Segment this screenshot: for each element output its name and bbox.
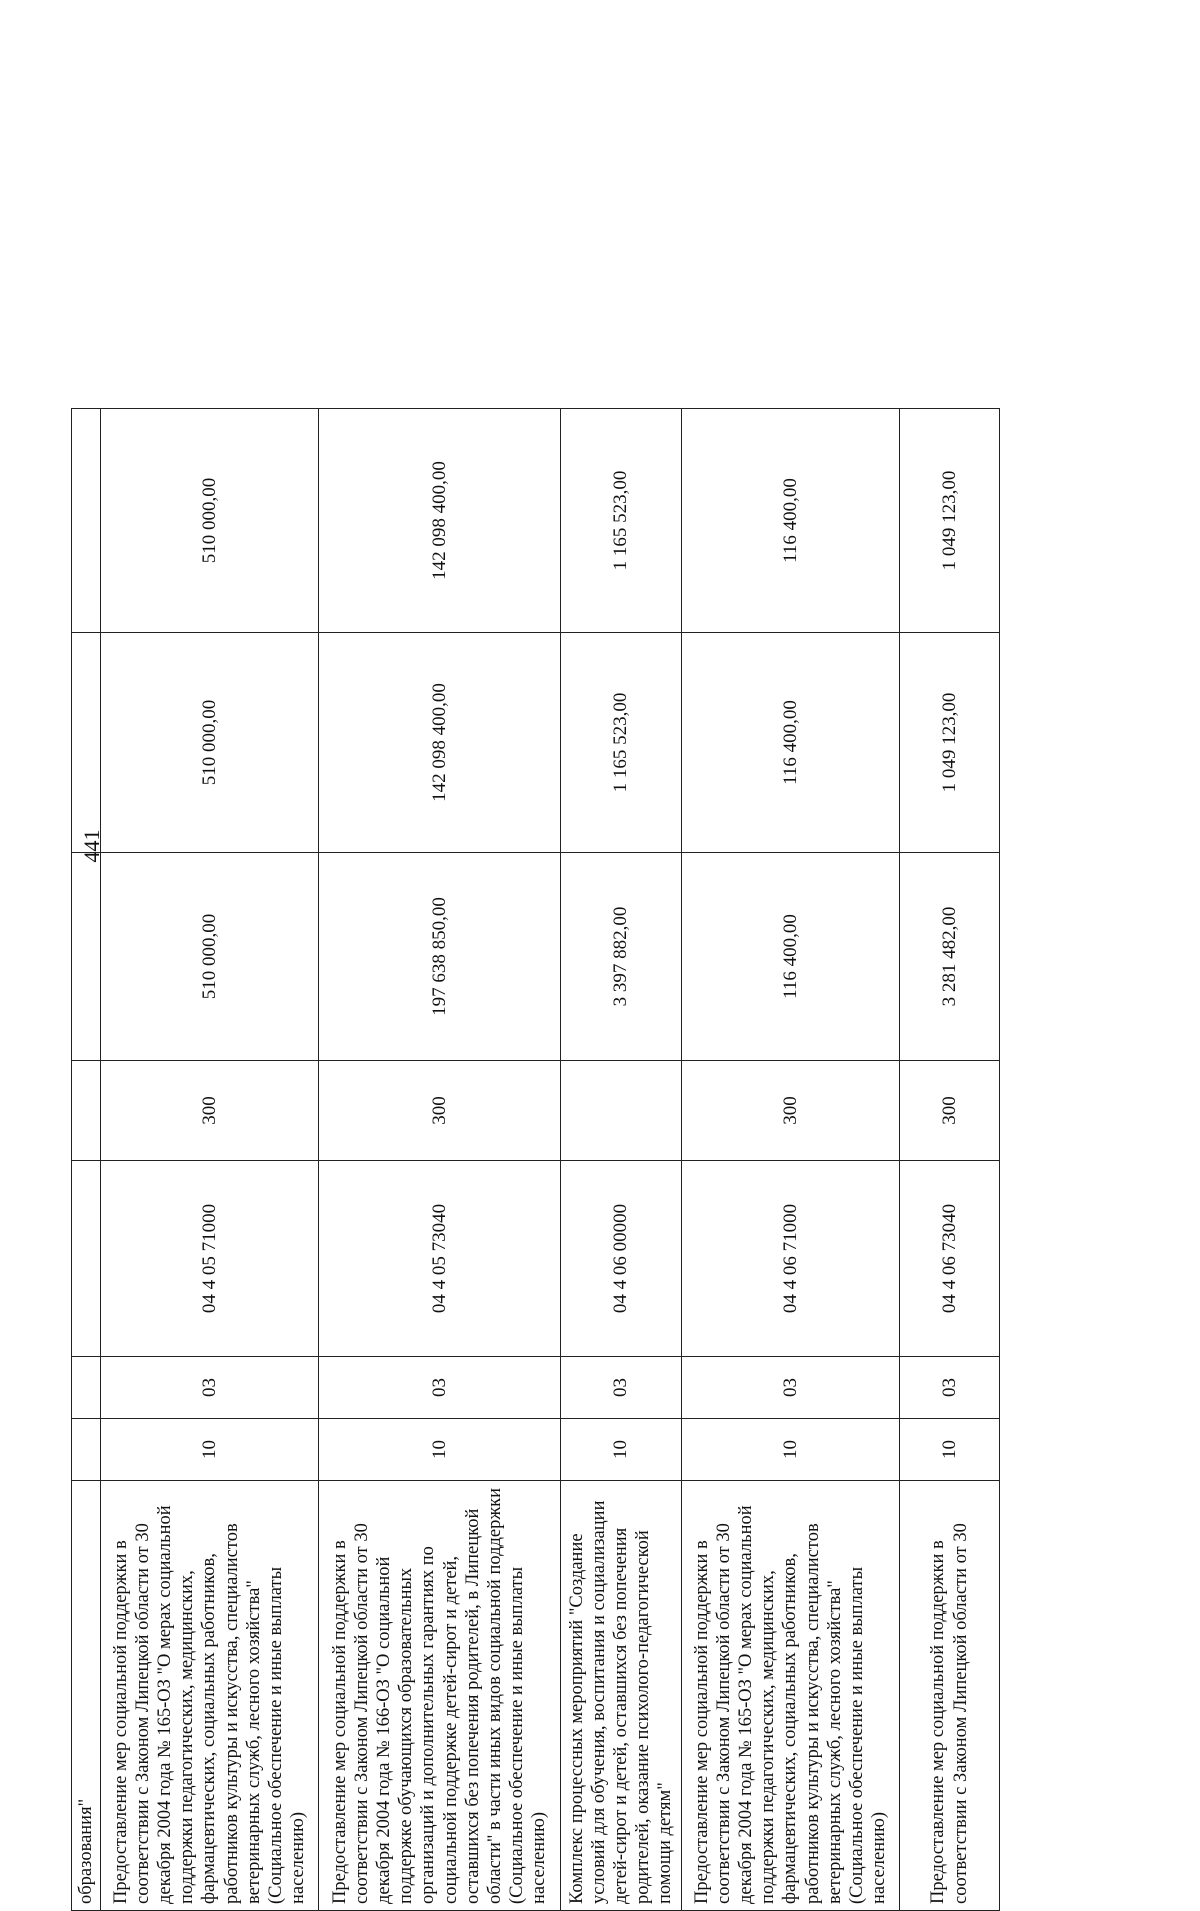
cell-amount-3: 1 049 123,00 [900, 409, 1000, 633]
cell-amount-1: 510 000,00 [101, 853, 319, 1061]
cell-amount-3: 116 400,00 [682, 409, 900, 633]
page-number: 441 [79, 829, 104, 863]
table-row [561, 409, 682, 1911]
cell-expense-type: 300 [682, 1061, 900, 1161]
table-row [101, 409, 319, 1911]
table-row [319, 409, 561, 1911]
cell-amount-2: 116 400,00 [682, 633, 900, 853]
cell-amount-1: 197 638 850,00 [319, 853, 561, 1061]
budget-table-rotated [71, 409, 999, 1911]
cell-description: Предоставление мер социальной поддержки в соответствии с Законом Липецкой области от 30 декабря 2004 года № 165-ОЗ "О мерах социальной поддержки педагогических, медицинских, фармацевтических, социальных работников, работников культуры и искусства, специалистов ветеринарных служб, лесного хозяйства" (Социальное обеспечение и иные выплаты населению) [101, 1481, 319, 1911]
cell-amount-3: 142 098 400,00 [319, 409, 561, 633]
budget-table [71, 408, 1000, 1911]
table-row [682, 409, 900, 1911]
cell-description: Комплекс процессных мероприятий "Создание условий для обучения, воспитания и социализации детей-сирот и детей, оставшихся без попечения родителей, оказание психолого-педагогической помощи детям" [561, 1481, 682, 1911]
cell-amount-2: 1 049 123,00 [900, 633, 1000, 853]
cell-section [72, 1419, 101, 1481]
cell-subsection: 03 [900, 1357, 1000, 1419]
cell-subsection: 03 [101, 1357, 319, 1419]
cell-target-code: 04 4 06 73040 [900, 1161, 1000, 1357]
cell-target-code [72, 1161, 101, 1357]
cell-amount-1: 3 281 482,00 [900, 853, 1000, 1061]
table-row-continuation [72, 409, 101, 1911]
cell-subsection: 03 [682, 1357, 900, 1419]
cell-section: 10 [900, 1419, 1000, 1481]
cell-expense-type: 300 [101, 1061, 319, 1161]
cell-subsection: 03 [319, 1357, 561, 1419]
cell-description: Предоставление мер социальной поддержки в соответствии с Законом Липецкой области от 30 декабря 2004 года № 165-ОЗ "О мерах социальной поддержки педагогических, медицинских, фармацевтических, социальных работников, работников культуры и искусства, специалистов ветеринарных служб, лесного хозяйства" (Социальное обеспечение и иные выплаты населению) [682, 1481, 900, 1911]
cell-section: 10 [101, 1419, 319, 1481]
cell-target-code: 04 4 06 71000 [682, 1161, 900, 1357]
cell-amount-2: 1 165 523,00 [561, 633, 682, 853]
cell-description: Предоставление мер социальной поддержки в соответствии с Законом Липецкой области от 30 декабря 2004 года № 166-ОЗ "О социальной поддержке обучающихся образовательных организаций и дополнительных гарантиях по социальной поддержке детей-сирот и детей, оставшихся без попечения родителей, в Липецкой области" в части иных видов социальной поддержки (Социальное обеспечение и иные выплаты населению) [319, 1481, 561, 1911]
cell-section: 10 [561, 1419, 682, 1481]
cell-section: 10 [682, 1419, 900, 1481]
cell-description: Предоставление мер социальной поддержки в соответствии с Законом Липецкой области от 30 [900, 1481, 1000, 1911]
cell-amount-2 [72, 633, 101, 853]
cell-amount-2: 510 000,00 [101, 633, 319, 853]
cell-expense-type: 300 [319, 1061, 561, 1161]
table-row [900, 409, 1000, 1911]
cell-amount-2: 142 098 400,00 [319, 633, 561, 853]
cell-amount-1: 3 397 882,00 [561, 853, 682, 1061]
cell-amount-1: 116 400,00 [682, 853, 900, 1061]
cell-amount-3 [72, 409, 101, 633]
cell-amount-3: 1 165 523,00 [561, 409, 682, 633]
cell-amount-1 [72, 853, 101, 1061]
cell-description: образования" [72, 1481, 101, 1911]
cell-amount-3: 510 000,00 [101, 409, 319, 633]
cell-section: 10 [319, 1419, 561, 1481]
cell-target-code: 04 4 06 00000 [561, 1161, 682, 1357]
cell-expense-type [561, 1061, 682, 1161]
cell-target-code: 04 4 05 73040 [319, 1161, 561, 1357]
cell-expense-type [72, 1061, 101, 1161]
cell-subsection [72, 1357, 101, 1419]
cell-subsection: 03 [561, 1357, 682, 1419]
cell-target-code: 04 4 05 71000 [101, 1161, 319, 1357]
cell-expense-type: 300 [900, 1061, 1000, 1161]
